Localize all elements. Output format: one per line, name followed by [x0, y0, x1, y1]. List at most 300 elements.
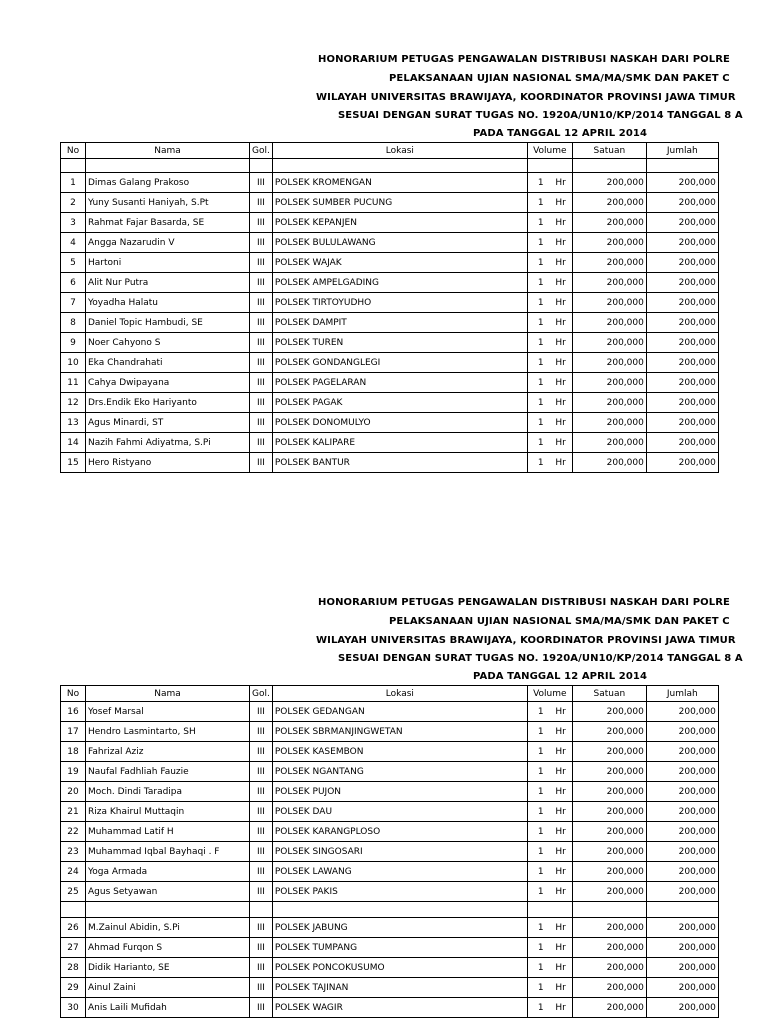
cell-no: 18 [61, 742, 86, 762]
volume-value: 1 [537, 922, 544, 933]
cell-no: 16 [61, 702, 86, 722]
cell-lokasi: POLSEK PUJON [272, 782, 527, 802]
cell-satuan: 200,000 [572, 293, 646, 313]
volume-unit: Hr [555, 357, 566, 368]
cell-gol: III [250, 998, 273, 1018]
cell-jumlah: 200,000 [646, 393, 718, 413]
cell-volume [527, 273, 572, 293]
table-row [61, 862, 719, 882]
cell-jumlah: 200,000 [646, 978, 718, 998]
volume-unit: Hr [555, 277, 566, 288]
empty-cell [272, 902, 527, 918]
table-row [61, 762, 719, 782]
volume-unit: Hr [555, 377, 566, 388]
table-row [61, 842, 719, 862]
cell-satuan: 200,000 [572, 173, 646, 193]
cell-jumlah: 200,000 [646, 802, 718, 822]
cell-jumlah: 200,000 [646, 862, 718, 882]
cell-satuan: 200,000 [572, 313, 646, 333]
table-header-row [61, 143, 719, 159]
volume-value: 1 [537, 962, 544, 973]
cell-satuan: 200,000 [572, 373, 646, 393]
cell-jumlah: 200,000 [646, 253, 718, 273]
cell-volume [527, 373, 572, 393]
empty-cell [572, 902, 646, 918]
cell-satuan: 200,000 [572, 782, 646, 802]
cell-no: 8 [61, 313, 86, 333]
cell-lokasi: POLSEK DONOMULYO [272, 413, 527, 433]
header-title-line: HONORARIUM PETUGAS PENGAWALAN DISTRIBUSI NASKAH DARI POLRE [318, 54, 730, 65]
cell-gol: III [250, 742, 273, 762]
volume-unit: Hr [555, 217, 566, 228]
cell-gol: III [250, 802, 273, 822]
cell-satuan: 200,000 [572, 213, 646, 233]
cell-no: 24 [61, 862, 86, 882]
cell-nama: Alit Nur Putra [86, 273, 250, 293]
cell-satuan: 200,000 [572, 353, 646, 373]
cell-nama: Daniel Topic Hambudi, SE [86, 313, 250, 333]
cell-volume [527, 822, 572, 842]
volume-value: 1 [537, 297, 544, 308]
header-letter-line: SESUAI DENGAN SURAT TUGAS NO. 1920A/UN10/KP/2014 TANGGAL 8 A [338, 653, 743, 664]
volume-unit: Hr [555, 237, 566, 248]
cell-gol: III [250, 702, 273, 722]
table-row [61, 173, 719, 193]
cell-gol: III [250, 822, 273, 842]
volume-value: 1 [537, 197, 544, 208]
col-header-volume: Volume [527, 143, 572, 159]
cell-jumlah: 200,000 [646, 762, 718, 782]
cell-lokasi: POLSEK KEPANJEN [272, 213, 527, 233]
table-row [61, 938, 719, 958]
volume-value: 1 [537, 177, 544, 188]
cell-no: 15 [61, 453, 86, 473]
cell-jumlah: 200,000 [646, 882, 718, 902]
volume-value: 1 [537, 766, 544, 777]
table-row [61, 822, 719, 842]
volume-value: 1 [537, 237, 544, 248]
cell-no: 11 [61, 373, 86, 393]
volume-value: 1 [537, 942, 544, 953]
cell-lokasi: POLSEK GONDANGLEGI [272, 353, 527, 373]
cell-volume [527, 938, 572, 958]
volume-unit: Hr [555, 457, 566, 468]
volume-unit: Hr [555, 886, 566, 897]
cell-no: 30 [61, 998, 86, 1018]
header-subtitle-line: PELAKSANAAN UJIAN NASIONAL SMA/MA/SMK DAN PAKET C [389, 616, 730, 627]
cell-satuan: 200,000 [572, 762, 646, 782]
table-row [61, 313, 719, 333]
cell-jumlah: 200,000 [646, 842, 718, 862]
cell-gol: III [250, 253, 273, 273]
table-row [61, 722, 719, 742]
volume-value: 1 [537, 982, 544, 993]
col-header-no: No [61, 143, 86, 159]
volume-value: 1 [537, 1002, 544, 1013]
cell-jumlah: 200,000 [646, 822, 718, 842]
cell-no: 19 [61, 762, 86, 782]
cell-volume [527, 998, 572, 1018]
cell-jumlah: 200,000 [646, 702, 718, 722]
empty-cell [86, 159, 250, 173]
volume-value: 1 [537, 417, 544, 428]
cell-jumlah: 200,000 [646, 433, 718, 453]
cell-volume [527, 722, 572, 742]
cell-volume [527, 453, 572, 473]
cell-jumlah: 200,000 [646, 742, 718, 762]
cell-jumlah: 200,000 [646, 373, 718, 393]
cell-gol: III [250, 978, 273, 998]
col-header-gol: Gol. [250, 686, 273, 702]
cell-lokasi: POLSEK KASEMBON [272, 742, 527, 762]
empty-cell [272, 159, 527, 173]
volume-value: 1 [537, 726, 544, 737]
cell-nama: Moch. Dindi Taradipa [86, 782, 250, 802]
cell-volume [527, 782, 572, 802]
cell-no: 29 [61, 978, 86, 998]
volume-unit: Hr [555, 417, 566, 428]
volume-value: 1 [537, 357, 544, 368]
volume-unit: Hr [555, 806, 566, 817]
cell-lokasi: POLSEK PAGELARAN [272, 373, 527, 393]
empty-cell [527, 159, 572, 173]
volume-unit: Hr [555, 826, 566, 837]
cell-satuan: 200,000 [572, 842, 646, 862]
volume-value: 1 [537, 277, 544, 288]
cell-gol: III [250, 233, 273, 253]
header-region-line: WILAYAH UNIVERSITAS BRAWIJAYA, KOORDINATOR PROVINSI JAWA TIMUR [316, 92, 736, 103]
col-header-nama: Nama [86, 686, 250, 702]
cell-lokasi: POLSEK WAJAK [272, 253, 527, 273]
cell-gol: III [250, 173, 273, 193]
cell-satuan: 200,000 [572, 722, 646, 742]
cell-nama: Hartoni [86, 253, 250, 273]
cell-satuan: 200,000 [572, 998, 646, 1018]
col-header-gol: Gol. [250, 143, 273, 159]
table-row [61, 253, 719, 273]
cell-nama: Yuny Susanti Haniyah, S.Pt [86, 193, 250, 213]
cell-gol: III [250, 862, 273, 882]
volume-value: 1 [537, 397, 544, 408]
volume-unit: Hr [555, 766, 566, 777]
cell-nama: Eka Chandrahati [86, 353, 250, 373]
volume-unit: Hr [555, 726, 566, 737]
cell-no: 5 [61, 253, 86, 273]
cell-gol: III [250, 293, 273, 313]
cell-nama: Muhammad Iqbal Bayhaqi . F [86, 842, 250, 862]
cell-nama: Cahya Dwipayana [86, 373, 250, 393]
cell-satuan: 200,000 [572, 978, 646, 998]
cell-satuan: 200,000 [572, 393, 646, 413]
cell-nama: Hero Ristyano [86, 453, 250, 473]
cell-satuan: 200,000 [572, 822, 646, 842]
cell-nama: Ainul Zaini [86, 978, 250, 998]
cell-nama: Drs.Endik Eko Hariyanto [86, 393, 250, 413]
volume-value: 1 [537, 746, 544, 757]
cell-lokasi: POLSEK KROMENGAN [272, 173, 527, 193]
col-header-no: No [61, 686, 86, 702]
volume-value: 1 [537, 706, 544, 717]
table-row [61, 918, 719, 938]
cell-satuan: 200,000 [572, 453, 646, 473]
volume-unit: Hr [555, 397, 566, 408]
cell-no: 4 [61, 233, 86, 253]
cell-volume [527, 978, 572, 998]
cell-lokasi: POLSEK SBRMANJINGWETAN [272, 722, 527, 742]
volume-value: 1 [537, 437, 544, 448]
cell-nama: M.Zainul Abidin, S.Pi [86, 918, 250, 938]
cell-lokasi: POLSEK TAJINAN [272, 978, 527, 998]
cell-volume [527, 393, 572, 413]
cell-lokasi: POLSEK LAWANG [272, 862, 527, 882]
cell-volume [527, 193, 572, 213]
volume-unit: Hr [555, 317, 566, 328]
cell-nama: Angga Nazarudin V [86, 233, 250, 253]
cell-satuan: 200,000 [572, 273, 646, 293]
honorarium-table-1 [60, 142, 719, 473]
volume-unit: Hr [555, 257, 566, 268]
table-row [61, 453, 719, 473]
cell-lokasi: POLSEK PONCOKUSUMO [272, 958, 527, 978]
cell-volume [527, 742, 572, 762]
table-row [61, 978, 719, 998]
cell-lokasi: POLSEK SUMBER PUCUNG [272, 193, 527, 213]
cell-volume [527, 433, 572, 453]
volume-value: 1 [537, 337, 544, 348]
cell-gol: III [250, 958, 273, 978]
cell-gol: III [250, 373, 273, 393]
cell-nama: Anis Laili Mufidah [86, 998, 250, 1018]
col-header-jumlah: Jumlah [646, 686, 718, 702]
cell-volume [527, 353, 572, 373]
cell-no: 6 [61, 273, 86, 293]
volume-value: 1 [537, 217, 544, 228]
empty-cell [250, 159, 273, 173]
cell-jumlah: 200,000 [646, 233, 718, 253]
cell-jumlah: 200,000 [646, 353, 718, 373]
header-date-line: PADA TANGGAL 12 APRIL 2014 [473, 671, 648, 682]
empty-cell [646, 902, 718, 918]
cell-volume [527, 958, 572, 978]
volume-unit: Hr [555, 942, 566, 953]
col-header-satuan: Satuan [572, 686, 646, 702]
table-row [61, 742, 719, 762]
table-row [61, 373, 719, 393]
volume-unit: Hr [555, 746, 566, 757]
cell-no: 23 [61, 842, 86, 862]
volume-unit: Hr [555, 177, 566, 188]
cell-lokasi: POLSEK DAMPIT [272, 313, 527, 333]
cell-nama: Riza Khairul Muttaqin [86, 802, 250, 822]
volume-unit: Hr [555, 786, 566, 797]
volume-unit: Hr [555, 337, 566, 348]
cell-nama: Yoga Armada [86, 862, 250, 882]
table-row [61, 353, 719, 373]
honorarium-table-2 [60, 685, 719, 1018]
table-row [61, 393, 719, 413]
cell-jumlah: 200,000 [646, 918, 718, 938]
cell-no: 20 [61, 782, 86, 802]
cell-volume [527, 233, 572, 253]
cell-satuan: 200,000 [572, 413, 646, 433]
cell-jumlah: 200,000 [646, 193, 718, 213]
cell-gol: III [250, 882, 273, 902]
cell-nama: Didik Harianto, SE [86, 958, 250, 978]
empty-cell [646, 159, 718, 173]
cell-volume [527, 918, 572, 938]
cell-nama: Agus Minardi, ST [86, 413, 250, 433]
volume-value: 1 [537, 846, 544, 857]
volume-unit: Hr [555, 962, 566, 973]
volume-unit: Hr [555, 706, 566, 717]
cell-jumlah: 200,000 [646, 333, 718, 353]
volume-value: 1 [537, 317, 544, 328]
table-row [61, 213, 719, 233]
cell-satuan: 200,000 [572, 862, 646, 882]
cell-satuan: 200,000 [572, 702, 646, 722]
table-row [61, 233, 719, 253]
table-row [61, 193, 719, 213]
table-row [61, 273, 719, 293]
cell-satuan: 200,000 [572, 918, 646, 938]
table-row [61, 413, 719, 433]
cell-lokasi: POLSEK KARANGPLOSO [272, 822, 527, 842]
volume-value: 1 [537, 866, 544, 877]
cell-lokasi: POLSEK TUREN [272, 333, 527, 353]
cell-no: 21 [61, 802, 86, 822]
col-header-volume: Volume [527, 686, 572, 702]
volume-value: 1 [537, 786, 544, 797]
cell-volume [527, 862, 572, 882]
cell-lokasi: POLSEK NGANTANG [272, 762, 527, 782]
volume-unit: Hr [555, 437, 566, 448]
header-region-line: WILAYAH UNIVERSITAS BRAWIJAYA, KOORDINATOR PROVINSI JAWA TIMUR [316, 635, 736, 646]
empty-cell [572, 159, 646, 173]
cell-lokasi: POLSEK JABUNG [272, 918, 527, 938]
cell-no: 26 [61, 918, 86, 938]
cell-lokasi: POLSEK KALIPARE [272, 433, 527, 453]
cell-satuan: 200,000 [572, 958, 646, 978]
cell-lokasi: POLSEK BULULAWANG [272, 233, 527, 253]
cell-lokasi: POLSEK BANTUR [272, 453, 527, 473]
empty-cell [86, 902, 250, 918]
volume-value: 1 [537, 826, 544, 837]
col-header-jumlah: Jumlah [646, 143, 718, 159]
cell-no: 25 [61, 882, 86, 902]
cell-gol: III [250, 393, 273, 413]
cell-volume [527, 253, 572, 273]
cell-satuan: 200,000 [572, 742, 646, 762]
volume-unit: Hr [555, 846, 566, 857]
cell-jumlah: 200,000 [646, 313, 718, 333]
cell-jumlah: 200,000 [646, 958, 718, 978]
cell-gol: III [250, 433, 273, 453]
table-row [61, 333, 719, 353]
volume-unit: Hr [555, 922, 566, 933]
cell-nama: Dimas Galang Prakoso [86, 173, 250, 193]
cell-volume [527, 842, 572, 862]
cell-jumlah: 200,000 [646, 998, 718, 1018]
table-row [61, 998, 719, 1018]
volume-value: 1 [537, 257, 544, 268]
cell-jumlah: 200,000 [646, 213, 718, 233]
cell-satuan: 200,000 [572, 938, 646, 958]
cell-nama: Rahmat Fajar Basarda, SE [86, 213, 250, 233]
cell-satuan: 200,000 [572, 253, 646, 273]
cell-lokasi: POLSEK WAGIR [272, 998, 527, 1018]
col-header-nama: Nama [86, 143, 250, 159]
cell-gol: III [250, 782, 273, 802]
cell-nama: Naufal Fadhliah Fauzie [86, 762, 250, 782]
cell-volume [527, 293, 572, 313]
cell-satuan: 200,000 [572, 433, 646, 453]
cell-nama: Yoyadha Halatu [86, 293, 250, 313]
cell-volume [527, 313, 572, 333]
cell-no: 27 [61, 938, 86, 958]
empty-cell [61, 159, 86, 173]
cell-lokasi: POLSEK GEDANGAN [272, 702, 527, 722]
cell-volume [527, 333, 572, 353]
cell-gol: III [250, 213, 273, 233]
table-row [61, 433, 719, 453]
cell-nama: Noer Cahyono S [86, 333, 250, 353]
cell-satuan: 200,000 [572, 802, 646, 822]
cell-gol: III [250, 353, 273, 373]
cell-no: 2 [61, 193, 86, 213]
cell-no: 12 [61, 393, 86, 413]
cell-satuan: 200,000 [572, 333, 646, 353]
cell-gol: III [250, 193, 273, 213]
cell-jumlah: 200,000 [646, 938, 718, 958]
table-row [61, 782, 719, 802]
spacer-row [61, 902, 719, 918]
volume-unit: Hr [555, 866, 566, 877]
cell-jumlah: 200,000 [646, 293, 718, 313]
cell-gol: III [250, 413, 273, 433]
cell-gol: III [250, 762, 273, 782]
header-subtitle-line: PELAKSANAAN UJIAN NASIONAL SMA/MA/SMK DAN PAKET C [389, 73, 730, 84]
cell-no: 10 [61, 353, 86, 373]
cell-satuan: 200,000 [572, 233, 646, 253]
cell-no: 3 [61, 213, 86, 233]
cell-nama: Ahmad Furqon S [86, 938, 250, 958]
cell-jumlah: 200,000 [646, 273, 718, 293]
cell-satuan: 200,000 [572, 882, 646, 902]
cell-no: 13 [61, 413, 86, 433]
cell-lokasi: POLSEK TIRTOYUDHO [272, 293, 527, 313]
volume-unit: Hr [555, 197, 566, 208]
table-row [61, 293, 719, 313]
cell-no: 7 [61, 293, 86, 313]
cell-no: 17 [61, 722, 86, 742]
volume-value: 1 [537, 457, 544, 468]
cell-nama: Nazih Fahmi Adiyatma, S.Pi [86, 433, 250, 453]
cell-gol: III [250, 333, 273, 353]
volume-unit: Hr [555, 297, 566, 308]
table-row [61, 702, 719, 722]
volume-value: 1 [537, 886, 544, 897]
cell-no: 22 [61, 822, 86, 842]
cell-jumlah: 200,000 [646, 173, 718, 193]
cell-lokasi: POLSEK TUMPANG [272, 938, 527, 958]
cell-volume [527, 702, 572, 722]
cell-lokasi: POLSEK PAKIS [272, 882, 527, 902]
cell-volume [527, 882, 572, 902]
cell-volume [527, 413, 572, 433]
cell-no: 28 [61, 958, 86, 978]
cell-jumlah: 200,000 [646, 453, 718, 473]
cell-lokasi: POLSEK PAGAK [272, 393, 527, 413]
